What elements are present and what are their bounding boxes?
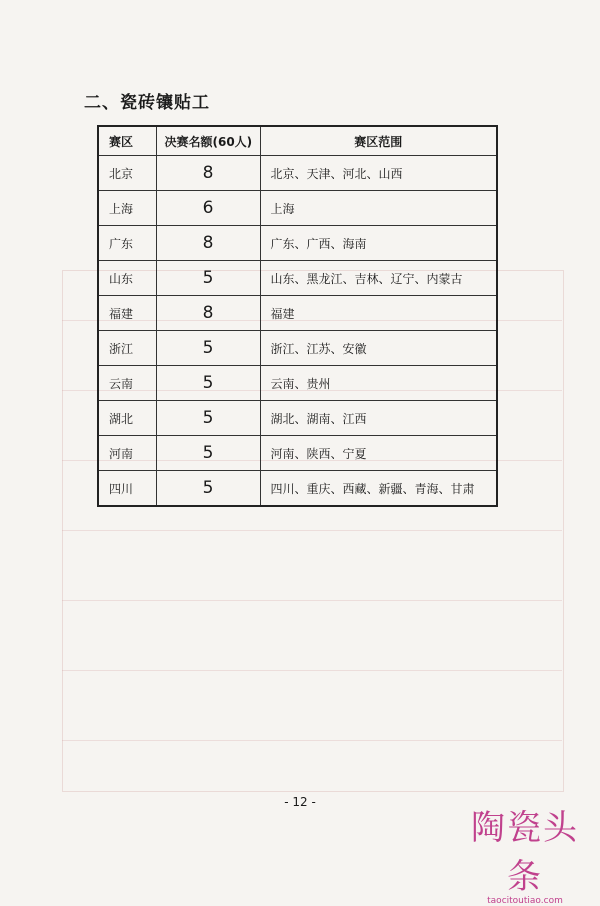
quota-cell: 5 [156, 436, 260, 471]
table-row [98, 191, 497, 226]
table-row [98, 436, 497, 471]
scope-cell: 北京、天津、河北、山西 [260, 156, 497, 191]
scope-cell: 山东、黑龙江、吉林、辽宁、内蒙古 [260, 261, 497, 296]
bleed-through-line [62, 740, 562, 741]
scope-cell: 云南、贵州 [260, 366, 497, 401]
scope-cell: 湖北、湖南、江西 [260, 401, 497, 436]
region-cell: 山东 [98, 261, 156, 296]
quota-table [97, 125, 498, 507]
watermark-brand: 陶瓷头条 [471, 808, 579, 897]
table-row [98, 296, 497, 331]
bleed-through-line [62, 600, 562, 601]
table-row [98, 471, 497, 507]
region-cell: 浙江 [98, 331, 156, 366]
scope-cell: 广东、广西、海南 [260, 226, 497, 261]
quota-cell: 5 [156, 261, 260, 296]
table-row [98, 156, 497, 191]
table-row [98, 401, 497, 436]
region-cell: 福建 [98, 296, 156, 331]
scope-cell: 四川、重庆、西藏、新疆、青海、甘肃 [260, 471, 497, 507]
scope-cell: 河南、陕西、宁夏 [260, 436, 497, 471]
region-cell: 云南 [98, 366, 156, 401]
quota-cell: 5 [156, 471, 260, 507]
table-row [98, 366, 497, 401]
quota-cell: 8 [156, 296, 260, 331]
watermark-logo [455, 800, 595, 906]
region-cell: 北京 [98, 156, 156, 191]
table-row [98, 331, 497, 366]
scope-cell: 福建 [260, 296, 497, 331]
quota-cell: 6 [156, 191, 260, 226]
quota-cell: 8 [156, 226, 260, 261]
scope-cell: 上海 [260, 191, 497, 226]
bleed-through-line [62, 670, 562, 671]
quota-cell: 5 [156, 401, 260, 436]
quota-cell: 8 [156, 156, 260, 191]
header-scope: 赛区范围 [260, 126, 497, 156]
page-number: - 12 - [284, 795, 316, 809]
region-cell: 上海 [98, 191, 156, 226]
region-cell: 湖北 [98, 401, 156, 436]
table-row [98, 226, 497, 261]
region-cell: 广东 [98, 226, 156, 261]
watermark-url: taocitoutiao.com [487, 896, 563, 906]
bleed-through-line [62, 530, 562, 531]
header-region: 赛区 [98, 126, 156, 156]
table-row [98, 261, 497, 296]
quota-cell: 5 [156, 366, 260, 401]
header-quota: 决赛名额(60人) [156, 126, 260, 156]
region-cell: 河南 [98, 436, 156, 471]
region-cell: 四川 [98, 471, 156, 507]
quota-cell: 5 [156, 331, 260, 366]
section-title: 二、瓷砖镶贴工 [84, 93, 210, 113]
scope-cell: 浙江、江苏、安徽 [260, 331, 497, 366]
table-header-row [98, 126, 497, 156]
